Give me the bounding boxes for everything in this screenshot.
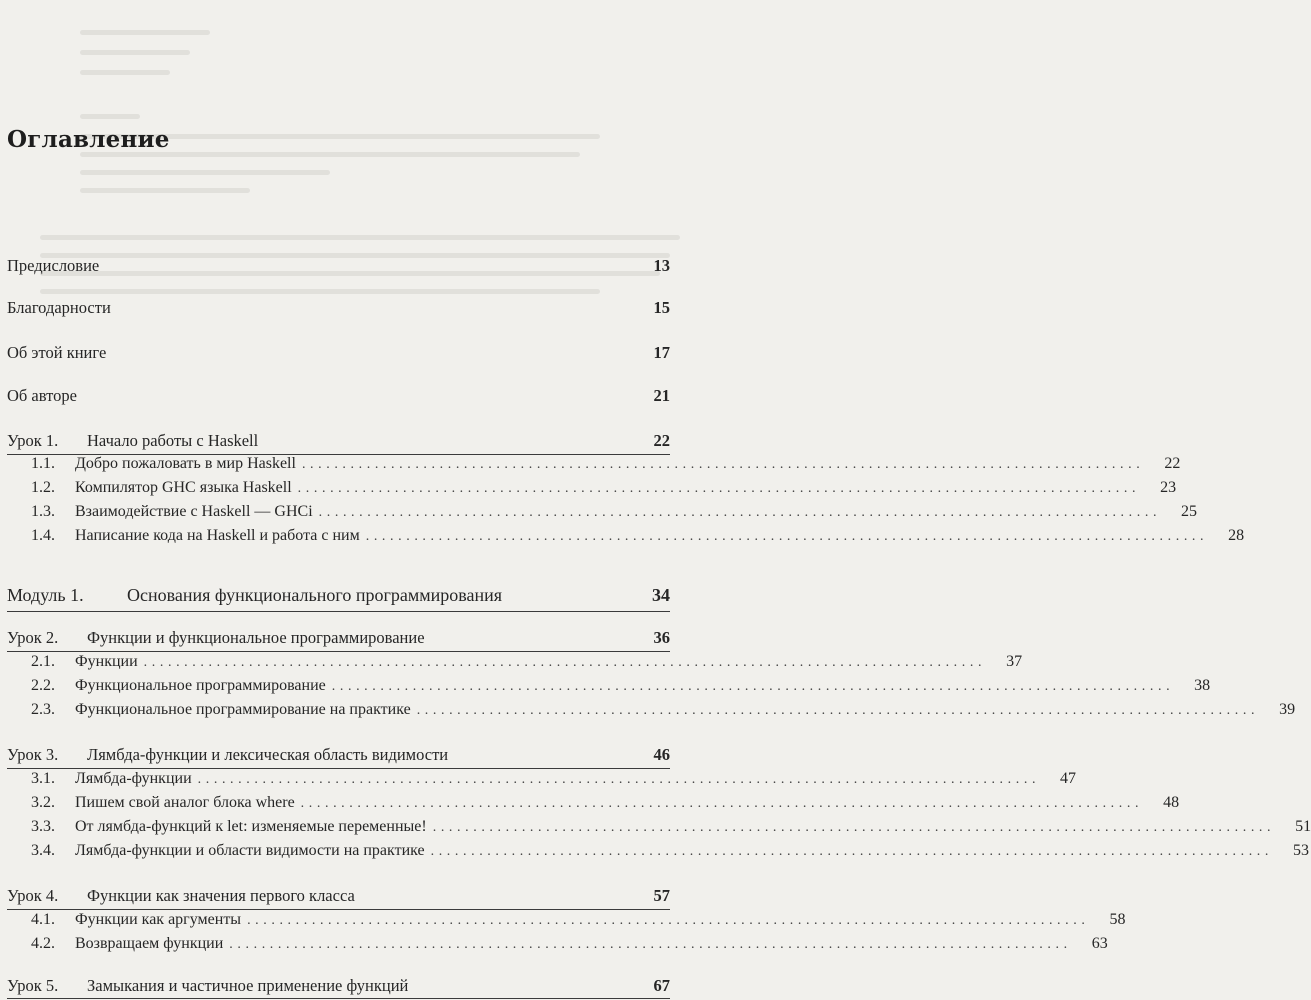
lesson-title: Функции как значения первого класса <box>87 886 355 905</box>
toc-page-number: 34 <box>652 585 670 605</box>
toc-page-number: 38 <box>1194 677 1211 694</box>
leader-dots: ........................................................................................................ <box>416 703 1260 718</box>
toc-section-2-2[interactable] <box>31 677 1211 699</box>
leader-dots: ........................................................................................................ <box>430 844 1274 859</box>
toc-lesson-1[interactable] <box>7 431 670 453</box>
section-number: 1.4. <box>31 527 55 544</box>
section-number: 3.4. <box>31 842 55 859</box>
toc-section-3-4[interactable] <box>31 842 1310 864</box>
section-title: Лямбда-функции и области видимости на практике <box>75 842 425 859</box>
section-title: Лямбда-функции <box>75 770 192 787</box>
toc-section-1-3[interactable] <box>31 503 1198 525</box>
toc-page-number: 46 <box>653 745 670 764</box>
toc-page-number: 58 <box>1109 911 1126 928</box>
toc-page-number: 17 <box>653 343 670 362</box>
toc-page-number: 67 <box>653 976 670 995</box>
toc-lesson-5[interactable] <box>7 976 670 998</box>
lesson-underline <box>7 768 670 769</box>
toc-page-number: 22 <box>1164 455 1181 472</box>
toc-page-number: 25 <box>1181 503 1198 520</box>
lesson-number: Урок 4. <box>7 886 59 905</box>
toc-entry-acknowledgements[interactable] <box>7 298 670 320</box>
toc-page-number: 53 <box>1293 842 1310 859</box>
section-number: 4.2. <box>31 935 55 952</box>
section-title: Написание кода на Haskell и работа с ним <box>75 527 360 544</box>
lesson-title: Лямбда-функции и лексическая область видимости <box>87 745 449 764</box>
toc-entry-preface[interactable] <box>7 256 670 278</box>
toc-page-number: 21 <box>653 386 670 405</box>
toc-section-3-2[interactable] <box>31 794 1180 816</box>
toc-section-1-1[interactable] <box>31 455 1181 477</box>
leader-dots: ........................................................................................................ <box>432 820 1276 835</box>
toc-page-number: 39 <box>1279 701 1296 718</box>
lesson-underline <box>7 651 670 652</box>
toc-module-1[interactable] <box>7 585 670 607</box>
leader-dots: ........................................................................................................ <box>229 937 1072 952</box>
toc-section-2-1[interactable] <box>31 653 1023 675</box>
section-number: 2.1. <box>31 653 55 670</box>
toc-section-1-4[interactable] <box>31 527 1245 549</box>
leader-dots: ........................................................................................................ <box>318 505 1162 520</box>
bleed-through-text <box>80 18 680 208</box>
lesson-number: Урок 5. <box>7 976 59 995</box>
section-number: 2.3. <box>31 701 55 718</box>
lesson-number: Урок 3. <box>7 745 59 764</box>
leader-dots: ........................................................................................................ <box>301 457 1145 472</box>
toc-section-1-2[interactable] <box>31 479 1177 501</box>
section-title: Взаимодействие с Haskell — GHCi <box>75 503 313 520</box>
leader-dots: ........................................................................................................ <box>197 772 1041 787</box>
section-number: 3.2. <box>31 794 55 811</box>
leader-dots: ........................................................................................................ <box>297 481 1141 496</box>
toc-page-number: 36 <box>653 628 670 647</box>
section-title: Функции <box>75 653 138 670</box>
lesson-title: Функции и функциональное программирование <box>87 628 425 647</box>
section-title: Функциональное программирование <box>75 677 326 694</box>
toc-entry-label: Предисловие <box>7 256 100 275</box>
section-number: 2.2. <box>31 677 55 694</box>
section-title: Компилятор GHC языка Haskell <box>75 479 292 496</box>
toc-page-number: 37 <box>1006 653 1023 670</box>
toc-page-number: 63 <box>1091 935 1108 952</box>
lesson-underline <box>7 998 670 999</box>
toc-lesson-3[interactable] <box>7 745 670 767</box>
toc-entry-about-author[interactable] <box>7 386 670 408</box>
section-number: 1.3. <box>31 503 55 520</box>
module-underline <box>7 611 670 612</box>
leader-dots: ........................................................................................................ <box>247 913 1090 928</box>
section-number: 1.2. <box>31 479 55 496</box>
toc-page-number: 15 <box>653 298 670 317</box>
toc-page-number: 28 <box>1228 527 1245 544</box>
toc-page-number: 22 <box>653 431 670 450</box>
toc-section-3-3[interactable] <box>31 818 1311 840</box>
lesson-number: Урок 2. <box>7 628 59 647</box>
section-title: Возвращаем функции <box>75 935 224 952</box>
page-title: Оглавление <box>7 126 170 153</box>
lesson-title: Замыкания и частичное применение функций <box>87 976 409 995</box>
section-title: Пишем свой аналог блока where <box>75 794 295 811</box>
toc-entry-about-book[interactable] <box>7 343 670 365</box>
section-title: Добро пожаловать в мир Haskell <box>75 455 296 472</box>
lesson-number: Урок 1. <box>7 431 59 450</box>
toc-section-4-1[interactable] <box>31 911 1126 933</box>
toc-entry-label: Благодарности <box>7 298 111 317</box>
module-title: Основания функционального программирования <box>127 585 503 605</box>
section-number: 3.1. <box>31 770 55 787</box>
toc-page-number: 57 <box>653 886 670 905</box>
toc-section-3-1[interactable] <box>31 770 1077 792</box>
toc-entry-label: Об авторе <box>7 386 77 405</box>
lesson-title: Начало работы с Haskell <box>87 431 259 450</box>
lesson-underline <box>7 909 670 910</box>
section-title: От лямбда-функций к let: изменяемые переменные! <box>75 818 427 835</box>
toc-page-number: 47 <box>1060 770 1077 787</box>
toc-section-4-2[interactable] <box>31 935 1108 957</box>
toc-section-2-3[interactable] <box>31 701 1296 723</box>
leader-dots: ........................................................................................................ <box>331 679 1175 694</box>
leader-dots: ........................................................................................................ <box>143 655 987 670</box>
toc-page-number: 23 <box>1160 479 1177 496</box>
leader-dots: ........................................................................................................ <box>300 796 1144 811</box>
module-number: Модуль 1. <box>7 585 84 605</box>
leader-dots: ........................................................................................................ <box>365 529 1209 544</box>
toc-entry-label: Об этой книге <box>7 343 107 362</box>
section-number: 4.1. <box>31 911 55 928</box>
toc-page-number: 13 <box>653 256 670 275</box>
toc-lesson-4[interactable] <box>7 886 670 908</box>
toc-page-number: 51 <box>1295 818 1311 835</box>
toc-page-number: 48 <box>1163 794 1180 811</box>
section-title: Функции как аргументы <box>75 911 242 928</box>
toc-lesson-2[interactable] <box>7 628 670 650</box>
section-number: 1.1. <box>31 455 55 472</box>
section-number: 3.3. <box>31 818 55 835</box>
section-title: Функциональное программирование на практике <box>75 701 411 718</box>
